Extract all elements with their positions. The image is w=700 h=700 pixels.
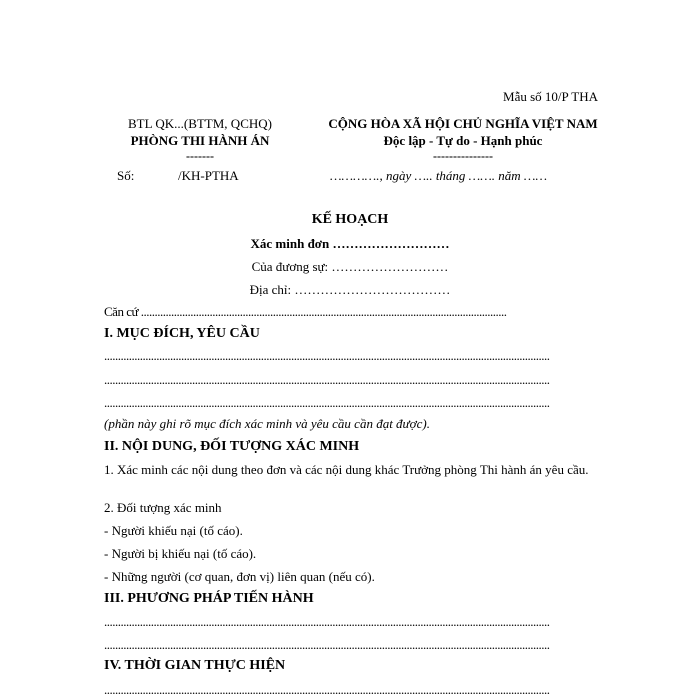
dotted-line: ..................................................................................................................................................................	[104, 614, 550, 629]
section-4-heading: IV. THỜI GIAN THỰC HIỆN	[104, 658, 286, 673]
dotted-line: ..................................................................................................................................................................	[104, 372, 550, 387]
section-2-bullet-1: - Người khiếu nại (tố cáo).	[104, 523, 243, 538]
section-1-note: (phần này ghi rõ mục đích xác minh và yêu cầu cần đạt được).	[104, 416, 430, 431]
section-2-item-1: 1. Xác minh các nội dung theo đơn và các nội dung khác Trưởng phòng Thi hành án yêu cầu.	[104, 462, 589, 477]
document-title: KẾ HOẠCH	[311, 212, 389, 227]
agency-separator: -------	[186, 149, 214, 163]
form-number: Mẫu số 10/P THA	[503, 89, 598, 104]
section-2-bullet-2: - Người bị khiếu nại (tố cáo).	[104, 546, 257, 561]
address-line: Địa chỉ: ………………………………	[249, 282, 451, 297]
section-2-bullet-3: - Những người (cơ quan, đơn vị) liên quan (nếu có).	[104, 569, 375, 584]
document-number-value: /KH-PTHA	[178, 168, 239, 183]
date-line: …………., ngày ….. tháng ……. năm ……	[330, 168, 548, 183]
agency-line-2: PHÒNG THI HÀNH ÁN	[130, 133, 270, 148]
party-line: Của đương sự: ………………………	[251, 259, 449, 274]
dotted-line: ..................................................................................................................................................................	[104, 348, 550, 363]
document-subtitle: Xác minh đơn ………………………	[250, 236, 450, 251]
dotted-line: ..................................................................................................................................................................	[104, 682, 550, 697]
basis-line: Căn cứ .....................................................................................................................................	[104, 304, 507, 319]
national-heading-block	[283, 115, 643, 163]
national-separator: ---------------	[433, 149, 493, 163]
national-title: CỘNG HÒA XÃ HỘI CHỦ NGHĨA VIỆT NAM	[328, 116, 598, 131]
dotted-line: ..................................................................................................................................................................	[104, 637, 550, 652]
section-3-heading: III. PHƯƠNG PHÁP TIẾN HÀNH	[104, 591, 314, 606]
issuing-agency-block	[100, 115, 300, 163]
document-number-label: Số:	[117, 168, 135, 183]
section-2-item-2: 2. Đối tượng xác minh	[104, 500, 222, 515]
section-1-heading: I. MỤC ĐÍCH, YÊU CẦU	[104, 326, 260, 341]
section-2-heading: II. NỘI DUNG, ĐỐI TƯỢNG XÁC MINH	[104, 439, 360, 454]
dotted-line: ..................................................................................................................................................................	[104, 395, 550, 410]
agency-line-1: BTL QK...(BTTM, QCHQ)	[128, 116, 272, 131]
national-motto: Độc lập - Tự do - Hạnh phúc	[383, 133, 543, 148]
